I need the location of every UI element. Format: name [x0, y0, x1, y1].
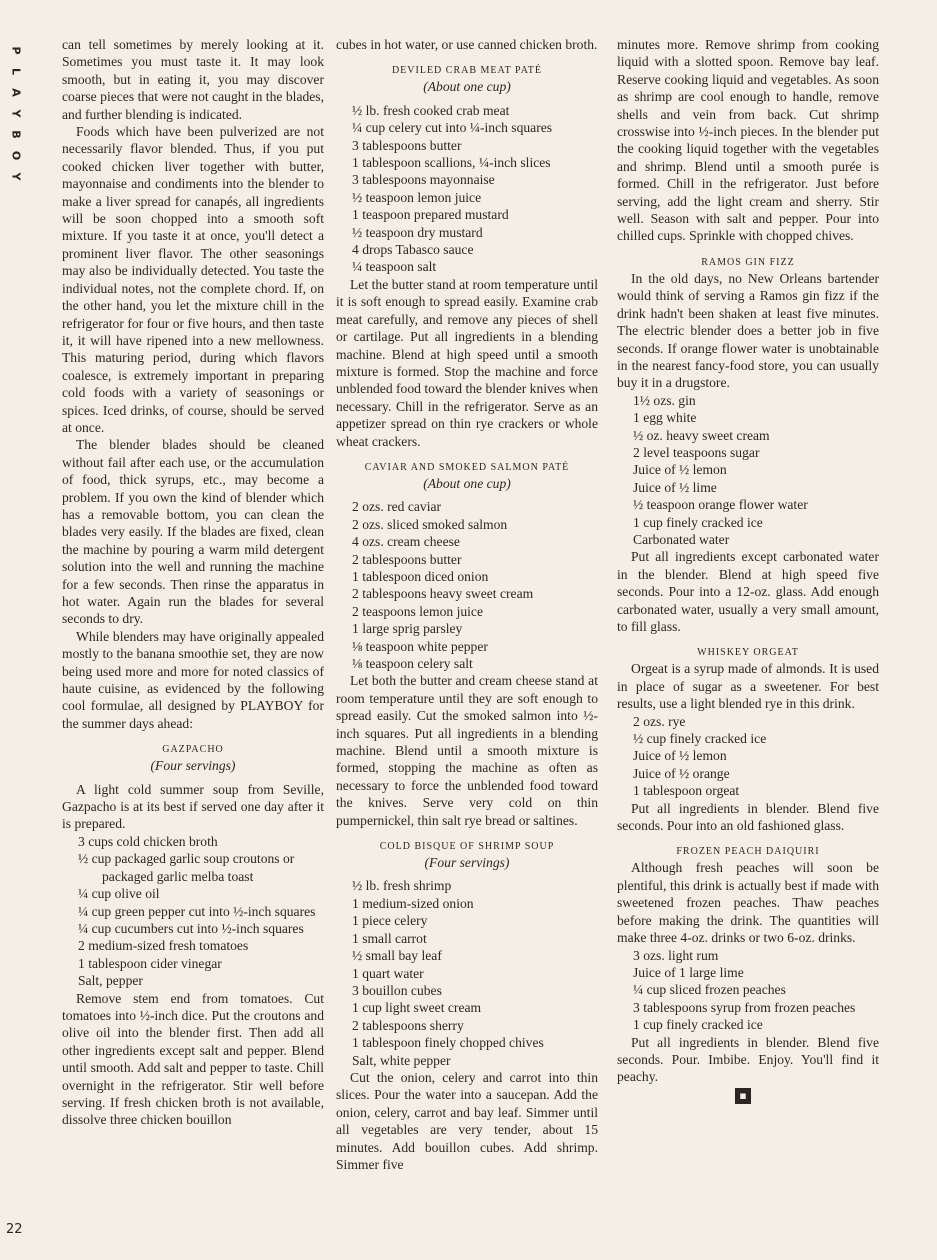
- logo-letter: A: [9, 88, 23, 97]
- recipe-method: Put all ingredients in blender. Blend five seconds. Pour. Imbibe. Enjoy. You'll find it peachy.: [617, 1034, 879, 1085]
- ingredient-item: ½ small bay leaf: [352, 948, 442, 964]
- ingredient-item: ¼ cup cucumbers cut into ½-inch squares: [78, 920, 304, 936]
- ingredient-list: [336, 102, 598, 276]
- recipe-title: RAMOS GIN FIZZ: [701, 256, 795, 268]
- ingredient-item: Salt, white pepper: [352, 1052, 451, 1068]
- recipe-intro: A light cold summer soup from Seville, Gazpacho is at its best if served one day after it is prepared.: [62, 781, 324, 832]
- ingredient-item: ¼ cup sliced frozen peaches: [633, 982, 786, 998]
- ingredient-item: ½ lb. fresh cooked crab meat: [352, 102, 510, 118]
- ingredient-item: 2 teaspoons lemon juice: [352, 603, 483, 619]
- paragraph: The blender blades should be cleaned without fail after each use, or the accumulation of food, thick syrups, etc., may become a problem. If you own the kind of blender which has a removable bottom, you can clean the blades very easily. If the blades are fixed, clean the machine by pouring a warm mild detergent solution into the well and running the machine for a few seconds. Then rinse the apparatus in hot water. Again run the blades for several seconds to dry.: [62, 437, 324, 627]
- ingredient-item: Juice of 1 large lime: [633, 964, 744, 980]
- page-number: 22: [6, 1222, 23, 1237]
- ingredient-item: 2 tablespoons heavy sweet cream: [352, 586, 534, 602]
- logo-letter: B: [9, 130, 23, 139]
- recipe-method: Let the butter stand at room temperature until it is soft enough to spread easily. Examine crab meat carefully, and remove any pieces of shell or cartilage. Put all ingredients in a blending machine. Blend at high speed until a smooth mixture is formed. Stop the machine and force unblended food toward the blender knives when necessary. Chill in the refrigerator. Serve as an appetizer spread on thin rye crackers or whole wheat crackers.: [336, 276, 598, 449]
- ingredient-item: Salt, pepper: [78, 973, 143, 989]
- ingredient-item: ½ cup packaged garlic soup croutons or packaged garlic melba toast: [78, 851, 295, 884]
- ingredient-item: 3 cups cold chicken broth: [78, 833, 218, 849]
- ingredient-list: [62, 833, 324, 990]
- ingredient-item: ⅛ teaspoon celery salt: [352, 656, 473, 671]
- recipe-title: COLD BISQUE OF SHRIMP SOUP: [379, 841, 555, 853]
- ingredient-item: 4 drops Tabasco sauce: [352, 242, 474, 258]
- ingredient-list: [617, 392, 879, 549]
- ingredient-item: 3 tablespoons syrup from frozen peaches: [633, 999, 856, 1015]
- ingredient-list: [336, 498, 598, 672]
- logo-letter: L: [9, 67, 23, 75]
- ingredient-list: [336, 877, 598, 1068]
- column-3: [617, 36, 879, 1104]
- ingredient-item: ½ cup finely cracked ice: [633, 731, 767, 747]
- ingredient-item: ⅛ teaspoon white pepper: [352, 638, 488, 654]
- ingredient-item: 2 tablespoons sherry: [352, 1017, 464, 1033]
- ingredient-item: 3 tablespoons mayonnaise: [352, 172, 495, 188]
- end-mark-row: [617, 1086, 879, 1104]
- paragraph: cubes in hot water, or use canned chicken broth.: [336, 37, 598, 52]
- ingredient-item: 3 tablespoons butter: [352, 137, 462, 153]
- ingredient-item: 4 ozs. cream cheese: [352, 534, 460, 550]
- ingredient-list: [617, 947, 879, 1034]
- paragraph: Foods which have been pulverized are not necessarily flavor blended. Thus, if you put cooked chicken liver together with butter, mayonnaise and condiments into the blender to make a liver spread for canapés, all ingredients will be soon chopped into a smooth soft mixture. If you taste it at once, you'll detect a prominent liver flavor. The other seasonings may also be individually detected. You taste the individual notes, not the complete chord. If, on the other hand, you let the mixture chill in the refrigerator for four or five hours, and then taste it, it will have ripened into a new mellowness. This maturing period, during which flavors coalesce, is extremely important in preparing cold foods with a variety of seasonings or spices. Iced drinks, of course, should be served at once.: [62, 124, 324, 435]
- paragraph: minutes more. Remove shrimp from cooking liquid with a slotted spoon. Remove bay leaf. Reserve cooking liquid and vegetables. As soon as shrimp are cool enough to handle, remove shells and vein from back. Cut shrimp crosswise into ½-inch pieces. In the blender put the cooking liquid together with the vegetables and shrimp. Blend until a smooth purée is formed. Chill in the refrigerator. Just before serving, add the light cream and sherry. Stir well. Season with salt and pepper. Pour into chilled cups. Sprinkle with chopped chives.: [617, 37, 879, 244]
- ingredient-item: 1 teaspoon prepared mustard: [352, 207, 509, 223]
- recipe-method: Put all ingredients in blender. Blend five seconds. Pour into an old fashioned glass.: [617, 800, 879, 834]
- ingredient-item: Juice of ½ lemon: [633, 748, 727, 764]
- ingredient-item: Juice of ½ lemon: [633, 462, 727, 478]
- recipe-title: GAZPACHO: [162, 744, 224, 756]
- recipe-method: Put all ingredients except carbonated water in the blender. Blend at high speed five seconds. Pour into a 12-oz. glass. Add enough carbonated water, usually a very small amount, to fill glass.: [617, 549, 879, 634]
- recipe-method: Remove stem end from tomatoes. Cut tomatoes into ½-inch dice. Put the croutons and olive oil into the blender first. Then add all other ingredients except salt and pepper. Blend until smooth. Add salt and pepper to taste. Chill overnight in the refrigerator. Stir well before serving. If fresh chicken broth is not available, dissolve three chicken bouillon: [62, 990, 324, 1128]
- ingredient-item: 1 cup finely cracked ice: [633, 1017, 763, 1033]
- ingredient-item: ¼ teaspoon salt: [352, 259, 437, 275]
- ingredient-item: 1 tablespoon diced onion: [352, 568, 489, 584]
- column-2: [336, 36, 598, 1173]
- ingredient-item: ½ teaspoon lemon juice: [352, 189, 482, 205]
- ingredient-item: 1 cup light sweet cream: [352, 1000, 482, 1016]
- ingredient-item: 1 piece celery: [352, 913, 428, 929]
- recipe-intro: Orgeat is a syrup made of almonds. It is used in place of sugar as a sweetener. For best results, use a light blended rye in this drink.: [617, 661, 879, 712]
- ingredient-item: ½ lb. fresh shrimp: [352, 878, 452, 894]
- ingredient-item: 1 large sprig parsley: [352, 621, 463, 637]
- paragraph: While blenders may have originally appealed mostly to the banana smoothie set, they are now being used more and more for noted classics of haute cuisine, as evidenced by the following cool formulae, all designed by PLAYBOY for the summer days ahead:: [62, 628, 324, 731]
- ingredient-item: 2 ozs. sliced smoked salmon: [352, 516, 508, 532]
- recipe-method: Let both the butter and cream cheese stand at room temperature until they are soft enough to spread easily. Cut the smoked salmon into ½-inch squares. Put all ingredients in a blending machine. Blend until a smooth mixture is formed, stopping the machine as often as necessary to force the unblended food toward the knives. Serve very cold on thin pumpernickel, thin salt rye bread or saltines.: [336, 673, 598, 828]
- ingredient-item: Juice of ½ orange: [633, 765, 730, 781]
- ingredient-item: 1 tablespoon orgeat: [633, 783, 740, 799]
- ingredient-item: Juice of ½ lime: [633, 479, 717, 495]
- recipe-intro: Although fresh peaches will soon be plentiful, this drink is actually best if made with sweetened frozen peaches. Thaw peaches before making the drink. The quantities will make three 4-oz. drinks or two 6-oz. drinks.: [617, 860, 879, 946]
- recipe-servings: (Four servings): [424, 855, 510, 871]
- column-1: [62, 36, 324, 1129]
- ingredient-item: ½ oz. heavy sweet cream: [633, 427, 770, 443]
- ingredient-item: 2 ozs. rye: [633, 713, 686, 729]
- ingredient-item: 3 bouillon cubes: [352, 982, 442, 998]
- ingredient-item: ¼ cup olive oil: [78, 886, 160, 902]
- recipe-method: Cut the onion, celery and carrot into thin slices. Pour the water into a saucepan. Add the onion, celery, carrot and bay leaf. Simmer until all vegetables are very tender, about 15 minutes. Add bouillon cubes. Add shrimp. Simmer five: [336, 1069, 598, 1172]
- ingredient-item: 2 ozs. red caviar: [352, 499, 442, 515]
- paragraph: can tell sometimes by merely looking at it. Sometimes you must taste it. It may look smooth, but in eating it, you may discover coarse pieces that were not caught in the blades, and further blending is indicated.: [62, 37, 324, 122]
- recipe-title: WHISKEY ORGEAT: [697, 647, 799, 659]
- logo-letter: O: [9, 150, 23, 161]
- ingredient-list: [617, 713, 879, 800]
- ingredient-item: 1 egg white: [633, 410, 697, 426]
- ingredient-item: ¼ cup celery cut into ¼-inch squares: [352, 120, 553, 136]
- ingredient-item: 2 tablespoons butter: [352, 551, 462, 567]
- ingredient-item: 1 tablespoon finely chopped chives: [352, 1035, 544, 1051]
- ingredient-item: 1 cup finely cracked ice: [633, 514, 763, 530]
- logo-letter: Y: [9, 109, 23, 118]
- ingredient-item: 1 medium-sized onion: [352, 895, 474, 911]
- recipe-servings: (About one cup): [423, 475, 511, 491]
- recipe-title: DEVILED CRAB MEAT PATÉ: [391, 65, 543, 77]
- ingredient-item: ½ teaspoon orange flower water: [633, 497, 808, 513]
- recipe-title: CAVIAR AND SMOKED SALMON PATÉ: [364, 461, 570, 473]
- ingredient-item: ½ teaspoon dry mustard: [352, 224, 483, 240]
- logo-letter: Y: [9, 172, 23, 181]
- ingredient-item: 1 tablespoon cider vinegar: [78, 955, 222, 971]
- ingredient-item: Carbonated water: [633, 531, 730, 547]
- playboy-side-logo: [8, 40, 24, 187]
- ingredient-item: 1 small carrot: [352, 930, 427, 946]
- ingredient-item: 1 quart water: [352, 965, 424, 981]
- logo-letter: P: [9, 46, 23, 55]
- playboy-rabbit-icon: ▪: [735, 1088, 751, 1104]
- ingredient-item: 2 level teaspoons sugar: [633, 444, 760, 460]
- ingredient-item: 1½ ozs. gin: [633, 392, 696, 408]
- recipe-title: FROZEN PEACH DAIQUIRI: [676, 846, 820, 858]
- recipe-servings: (About one cup): [423, 79, 511, 95]
- ingredient-item: 2 medium-sized fresh tomatoes: [78, 938, 249, 954]
- ingredient-item: 3 ozs. light rum: [633, 947, 719, 963]
- recipe-servings: (Four servings): [150, 758, 236, 774]
- recipe-intro: In the old days, no New Orleans bartender would think of serving a Ramos gin fizz if the drink hadn't been shaken at least five minutes. The electric blender does a better job in five seconds. If orange flower water is unobtainable in the nearest fancy-food store, you can usually buy it in a drugstore.: [617, 270, 879, 391]
- ingredient-item: 1 tablespoon scallions, ¼-inch slices: [352, 155, 551, 171]
- ingredient-item: ¼ cup green pepper cut into ½-inch squares: [78, 903, 316, 919]
